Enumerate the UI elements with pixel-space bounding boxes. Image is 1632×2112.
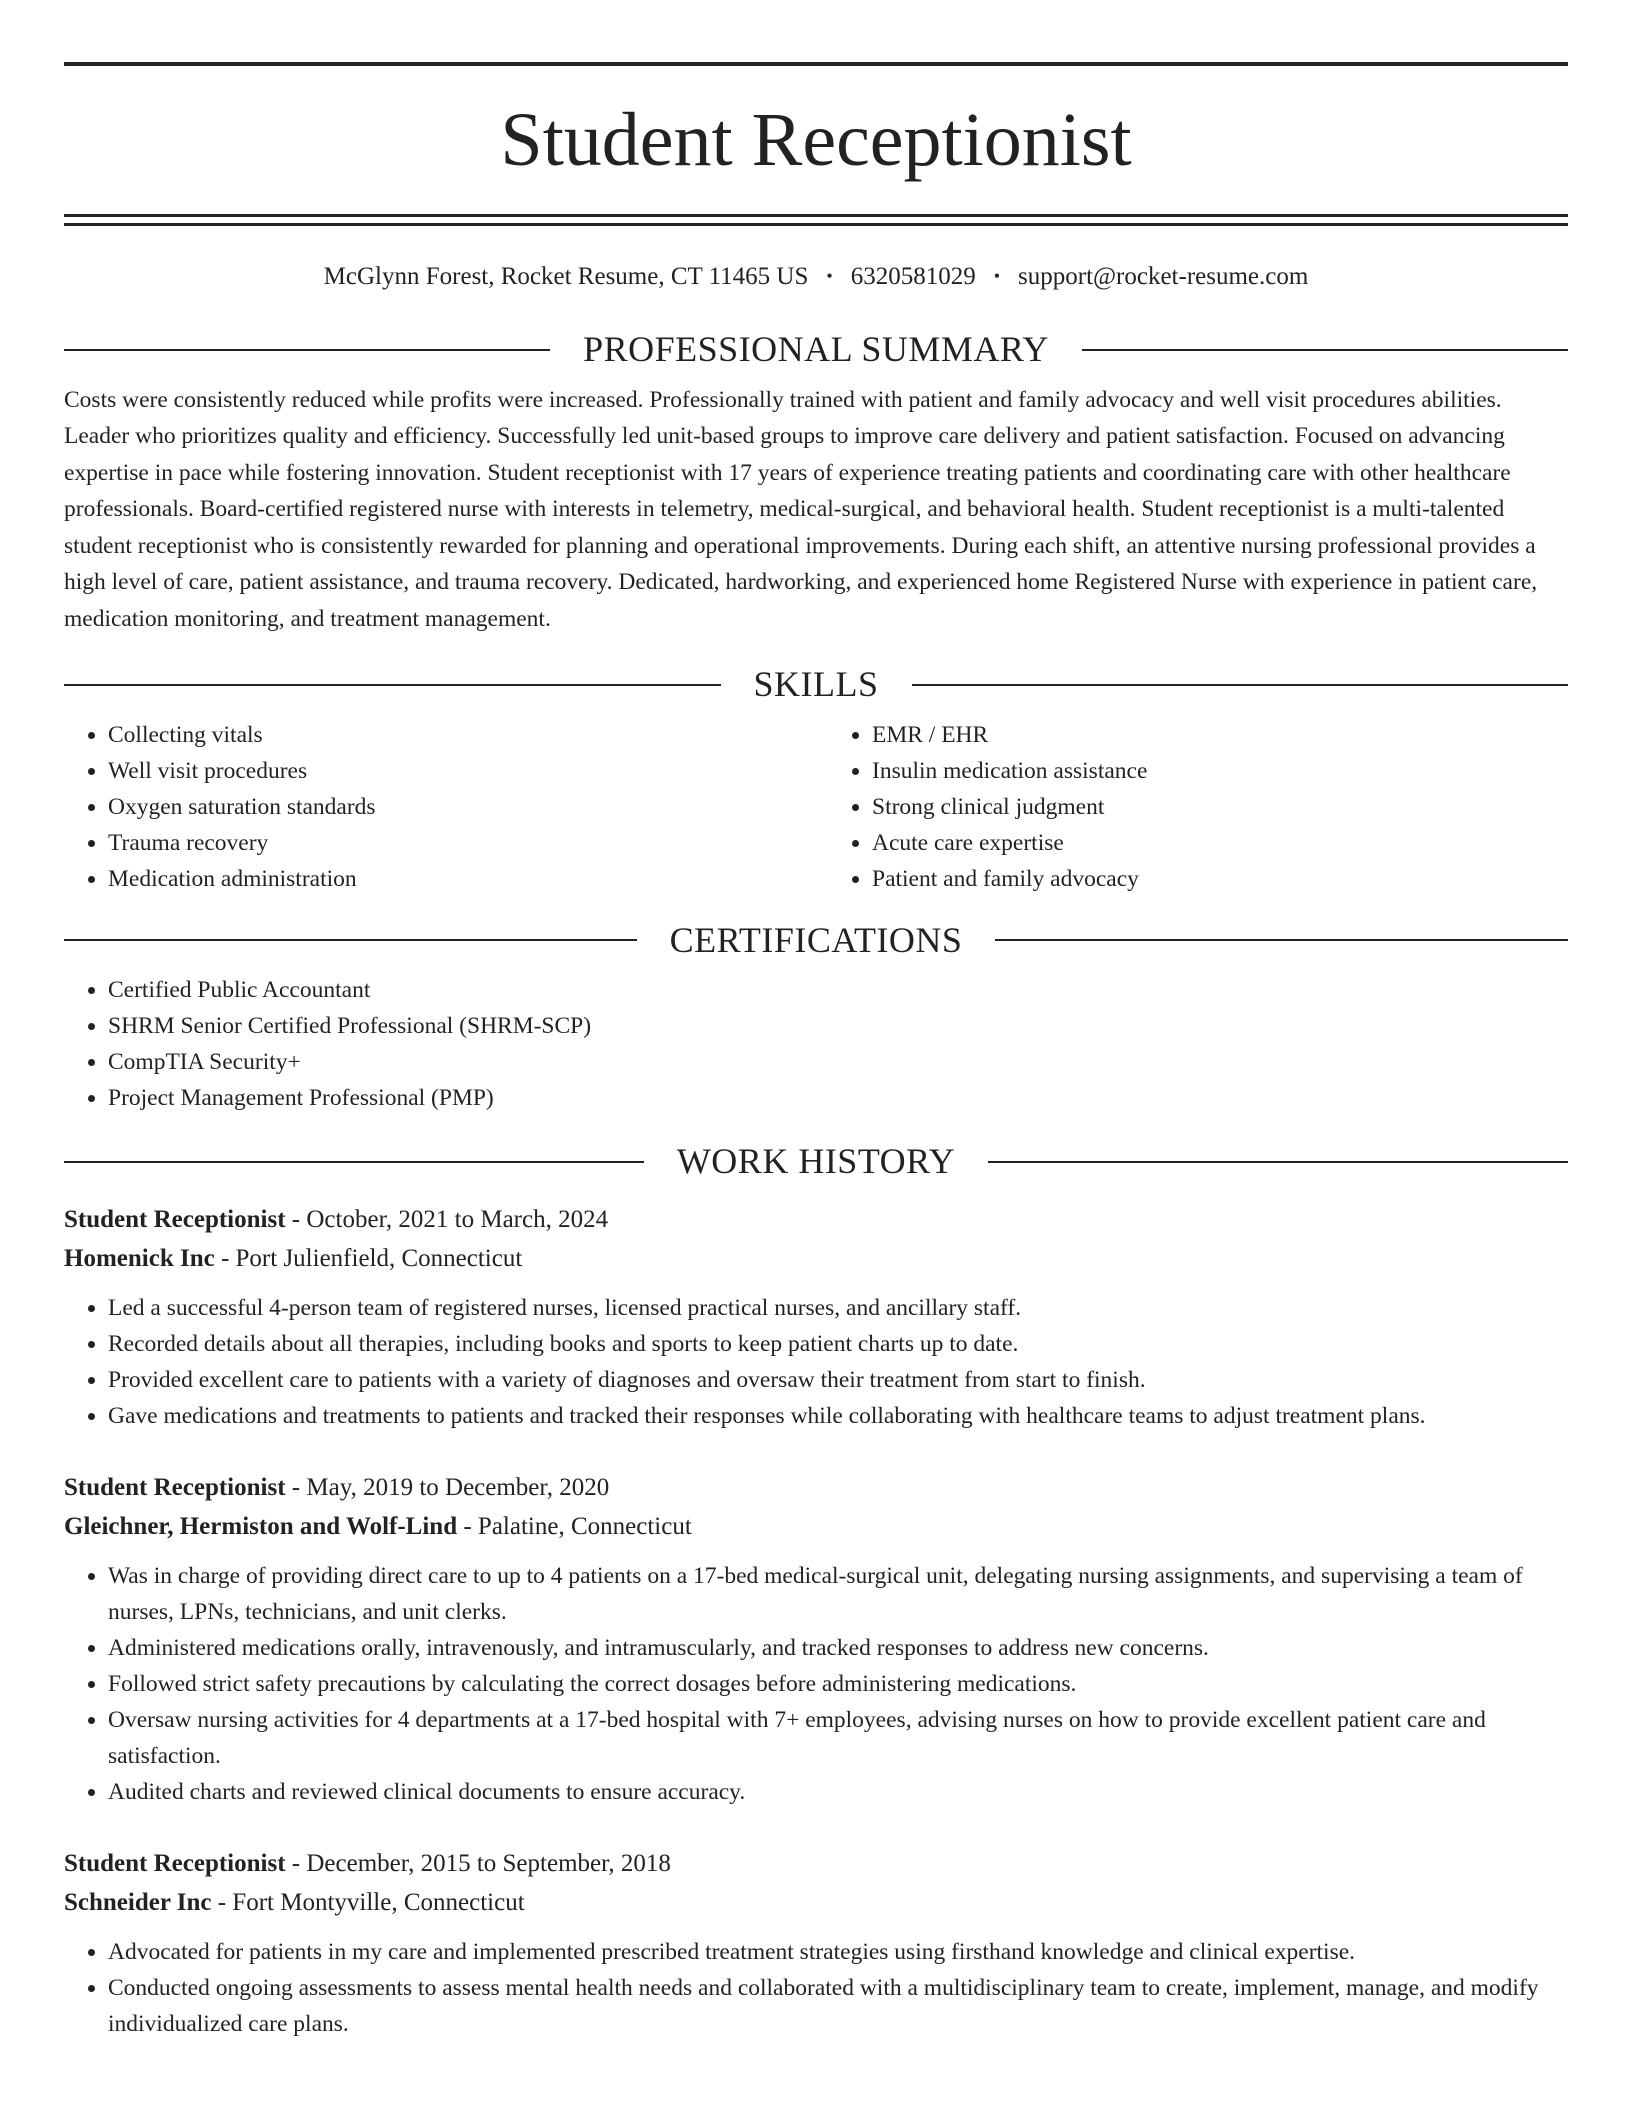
job-company-line xyxy=(64,1507,1568,1546)
section-heading-certifications xyxy=(64,921,1568,961)
job-dates: - October, 2021 to March, 2024 xyxy=(285,1205,609,1233)
job-company-line xyxy=(64,1239,1568,1278)
skill-item: • Acute care expertise xyxy=(872,825,1568,861)
skill-item: • Strong clinical judgment xyxy=(872,789,1568,825)
job-entry xyxy=(64,1844,1568,2042)
certification-item: • CompTIA Security+ xyxy=(108,1044,1568,1080)
job-company: Homenick Inc xyxy=(64,1244,215,1272)
job-bullet: • Followed strict safety precautions by calculating the correct dosages before administering medications. xyxy=(108,1666,1568,1702)
skill-item: • Medication administration xyxy=(108,861,816,897)
certification-item: • Project Management Professional (PMP) xyxy=(108,1080,1568,1116)
job-location: - Palatine, Connecticut xyxy=(457,1512,692,1540)
job-company: Gleichner, Hermiston and Wolf-Lind xyxy=(64,1512,458,1540)
section-heading-work-history xyxy=(64,1142,1568,1182)
summary-text: Costs were consistently reduced while profits were increased. Professionally trained with patient and family advocacy and well visit procedures abilities. Leader who prioritizes quality and efficiency. Successfully led unit-based groups to improve care delivery and patient satisfaction. Focused on advancing expertise in pace while fostering innovation. Student receptionist with 17 years of experience treating patients and coordinating care with other healthcare professionals. Board-certified registered nurse with interests in telemetry, medical-surgical, and behavioral health. Student receptionist is a multi-talented student receptionist who is consistently rewarded for planning and operational improvements. During each shift, an attentive nursing professional provides a high level of care, patient assistance, and trauma recovery. Dedicated, hardworking, and experienced home Registered Nurse with experience in patient care, medication monitoring, and treatment management. xyxy=(64,386,1538,632)
job-bullet: • Conducted ongoing assessments to assess mental health needs and collaborated with a multidisciplinary team to create, implement, manage, and modify individualized care plans. xyxy=(108,1970,1568,2042)
skill-item: • Well visit procedures xyxy=(108,753,816,789)
contact-phone: 6320581029 xyxy=(850,263,976,290)
job-title-line xyxy=(64,1468,1568,1507)
heading-rule xyxy=(64,939,637,941)
heading-rule xyxy=(995,939,1568,941)
job-company-line xyxy=(64,1883,1568,1922)
contact-email: support@rocket-resume.com xyxy=(1018,263,1309,290)
candidate-name: Student Receptionist xyxy=(500,98,1132,182)
job-dates: - December, 2015 to September, 2018 xyxy=(285,1849,671,1877)
certifications-list xyxy=(64,972,1568,1116)
heading-rule xyxy=(64,349,550,351)
job-title-line xyxy=(64,1844,1568,1883)
heading-rule xyxy=(1082,349,1568,351)
job-bullet: • Gave medications and treatments to patients and tracked their responses while collaborating with healthcare teams to adjust treatment plans. xyxy=(108,1398,1568,1434)
job-bullet: • Audited charts and reviewed clinical documents to ensure accuracy. xyxy=(108,1774,1568,1810)
heading-rule xyxy=(912,684,1569,686)
section-title: SKILLS xyxy=(753,664,879,705)
job-bullet: • Led a successful 4-person team of registered nurses, licensed practical nurses, and ancillary staff. xyxy=(108,1290,1568,1326)
top-divider xyxy=(64,62,1568,66)
job-bullet: • Was in charge of providing direct care to up to 4 patients on a 17-bed medical-surgical unit, delegating nursing assignments, and supervising a team of nurses, LPNs, technicians, and unit clerks. xyxy=(108,1558,1568,1630)
job-bullet: • Administered medications orally, intravenously, and intramuscularly, and tracked responses to address new concerns. xyxy=(108,1630,1568,1666)
job-bullet: • Advocated for patients in my care and implemented prescribed treatment strategies using firsthand knowledge and clinical expertise. xyxy=(108,1934,1568,1970)
section-title: PROFESSIONAL SUMMARY xyxy=(583,329,1049,369)
job-location: - Port Julienfield, Connecticut xyxy=(214,1244,523,1272)
job-bullets xyxy=(64,1558,1568,1810)
job-bullet: • Oversaw nursing activities for 4 departments at a 17-bed hospital with 7+ employees, advising nurses on how to provide excellent patient care and satisfaction. xyxy=(108,1702,1568,1774)
contact-info xyxy=(64,262,1568,292)
section-title: WORK HISTORY xyxy=(676,1141,956,1182)
contact-address: McGlynn Forest, Rocket Resume, CT 11465 US xyxy=(323,263,809,290)
heading-rule xyxy=(64,1161,644,1163)
job-title: Student Receptionist xyxy=(64,1849,286,1877)
certification-item: • SHRM Senior Certified Professional (SHRM-SCP) xyxy=(108,1008,1568,1044)
section-heading-summary xyxy=(64,330,1568,370)
section-heading-skills xyxy=(64,665,1568,705)
job-entry xyxy=(64,1468,1568,1810)
job-bullets xyxy=(64,1290,1568,1434)
job-bullets xyxy=(64,1934,1568,2042)
skill-item: • Patient and family advocacy xyxy=(872,861,1568,897)
job-title-line xyxy=(64,1200,1568,1239)
skill-item: • Trauma recovery xyxy=(108,825,816,861)
certification-item: • Certified Public Accountant xyxy=(108,972,1568,1008)
skill-item: • Collecting vitals xyxy=(108,717,816,753)
job-bullet: • Recorded details about all therapies, including books and sports to keep patient charts up to date. xyxy=(108,1326,1568,1362)
skills-column-left xyxy=(64,717,816,897)
heading-rule xyxy=(988,1161,1568,1163)
contact-separator: • xyxy=(993,266,1001,286)
skills-list xyxy=(64,717,1568,897)
skill-item: • EMR / EHR xyxy=(872,717,1568,753)
section-title: CERTIFICATIONS xyxy=(669,919,963,960)
job-title: Student Receptionist xyxy=(64,1473,286,1501)
double-divider xyxy=(64,214,1568,226)
job-company: Schneider Inc xyxy=(64,1888,212,1916)
skill-item: • Oxygen saturation standards xyxy=(108,789,816,825)
job-entry xyxy=(64,1200,1568,1434)
skill-item: • Insulin medication assistance xyxy=(872,753,1568,789)
job-title: Student Receptionist xyxy=(64,1205,286,1233)
job-bullet: • Provided excellent care to patients with a variety of diagnoses and oversaw their treatment from start to finish. xyxy=(108,1362,1568,1398)
job-dates: - May, 2019 to December, 2020 xyxy=(285,1473,610,1501)
heading-rule xyxy=(64,684,721,686)
contact-separator: • xyxy=(826,266,833,286)
skills-column-right xyxy=(816,717,1568,897)
job-location: - Fort Montyville, Connecticut xyxy=(211,1888,525,1916)
